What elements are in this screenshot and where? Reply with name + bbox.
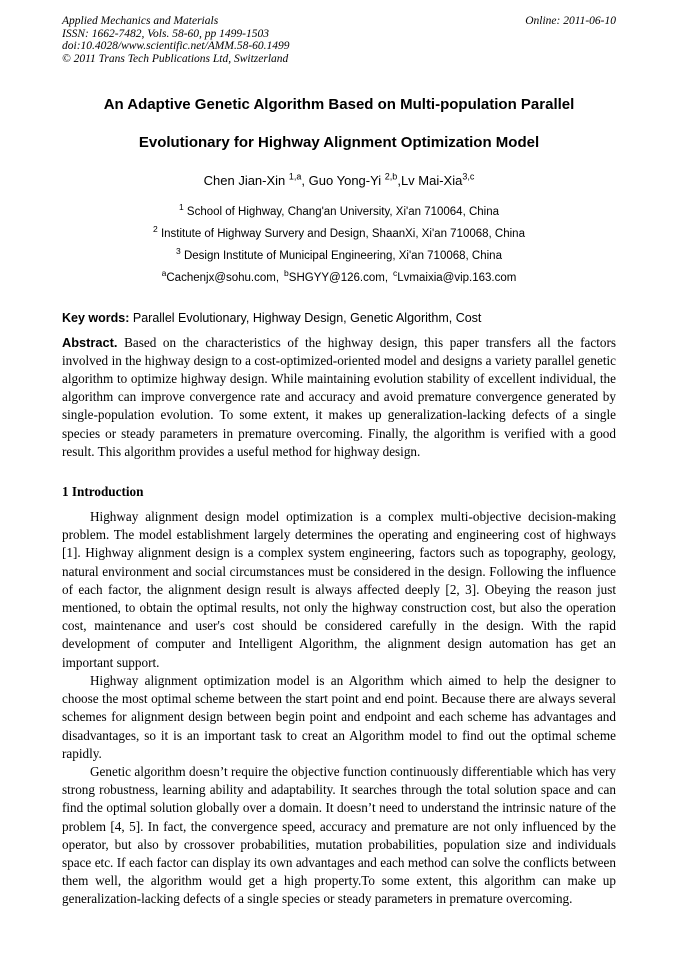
affiliation xyxy=(62,243,616,265)
author-affil-marker: 3,c xyxy=(462,172,475,182)
journal-header xyxy=(62,15,616,65)
author xyxy=(309,173,401,188)
email-marker: c xyxy=(393,267,398,278)
paper-title-line2: Evolutionary for Highway Alignment Optimization Model xyxy=(138,134,540,151)
affiliation xyxy=(62,221,616,243)
paper-title-line1: An Adaptive Genetic Algorithm Based on Multi-population Parallel xyxy=(103,96,575,113)
email-text: SHGYY@126.com, xyxy=(288,271,389,284)
journal-copyright: © 2011 Trans Tech Publications Ltd, Switzerland xyxy=(62,52,289,65)
paragraph: Highway alignment design model optimization is a complex multi-objective decision-making problem. The model establishment largely determines the operating and engineering cost of highways [1]. Highway alignment design is a complex system engineering, factors such as topography, geology, natural environment and social circumstances must be considered in the design. Following the influence of each factor, the alignment design result is always affected deeply [2, 3]. Obeying the reason just mentioned, to obtain the optimal results, not only the highway construction cost, but also the operation cost, maintenance and user's cost should be considered carefully in the design. With the rapid development of computer and Intelligent Algorithm, the alignment design automation has get an important support. xyxy=(62,509,616,670)
email-marker: a xyxy=(161,267,167,278)
journal-issn: ISSN: 1662-7482, Vols. 58-60, pp 1499-1503 xyxy=(62,27,269,40)
affiliation-text: Institute of Highway Survery and Design, ShaanXi, Xi'an 710068, China xyxy=(157,227,525,240)
affiliations xyxy=(62,199,616,264)
affiliation-marker: 2 xyxy=(153,224,158,235)
paragraph: Highway alignment optimization model is an Algorithm which aimed to help the designer to choose the most optimal scheme between the start point and end point. Because there are always several schemes for alignment design between begin point and endpoint and each scheme has advantages and disadvantages, so it is an important task to creat an Algorithm model to find out the optimal scheme rapidly. xyxy=(62,672,616,761)
journal-info xyxy=(62,15,290,65)
affiliation xyxy=(62,199,616,221)
journal-title: Applied Mechanics and Materials xyxy=(62,15,219,27)
author xyxy=(401,173,474,188)
author-name: Lv Mai-Xia xyxy=(400,173,463,189)
introduction-body xyxy=(62,508,616,908)
paper-title xyxy=(62,96,616,151)
affiliation-marker: 3 xyxy=(176,245,181,256)
affiliation-marker: 1 xyxy=(178,202,184,213)
author xyxy=(204,173,309,188)
author-email xyxy=(393,267,517,284)
author-affil-marker: 1,a xyxy=(288,172,302,182)
author-emails xyxy=(62,265,616,287)
affiliation-text: School of Highway, Chang'an University, Xi'an 710064, China xyxy=(183,206,500,219)
journal-doi: doi:10.4028/www.scientific.net/AMM.58-60.1499 xyxy=(62,40,290,52)
author-affil-marker: 2,b xyxy=(384,172,398,182)
keywords-label: Key words: xyxy=(62,310,130,325)
author-separator: , xyxy=(301,173,309,189)
abstract-label: Abstract. xyxy=(62,334,118,350)
paragraph: Genetic algorithm doesn’t require the objective function continuously differentiable which has very strong robustness, learning ability and adaptability. It searches through the total solution space and can find the optimal solution globally over a domain. It doesn’t need to understand the intrinsic nature of the problem [4, 5]. In fact, the convergence speed, accuracy and premature are not only influenced by the operator, but also by crossover probabilities, mutation probabilities, population size and individuals space etc. If each factor can display its own advantages and each method can solve the conflicts between them well, the algorithm would get a high property.To some extent, this algorithm can make up generalization-lacking defects of a single species or steady parameters in premature overcoming. xyxy=(62,763,616,907)
author-email xyxy=(284,267,389,284)
keywords-text: Parallel Evolutionary, Highway Design, Genetic Algorithm, Cost xyxy=(129,310,482,325)
authors-line xyxy=(62,172,616,188)
author-separator: , xyxy=(397,173,401,189)
online-date: Online: 2011-06-10 xyxy=(525,15,616,27)
section-heading-introduction: 1 Introduction xyxy=(62,484,144,500)
email-marker: b xyxy=(284,267,289,278)
email-text: Lvmaixia@vip.163.com xyxy=(397,271,517,284)
author-name: Guo Yong-Yi xyxy=(308,173,385,189)
abstract-text: Based on the characteristics of the highway design, this paper transfers all the factors involved in the highway design to a cost-optimized-oriented model and designs a variety parallel genetic algorithm to optimize highway design. While maintaining evolution stability of excellent individual, the algorithm can improve convergence rate and accuracy and avoid premature convergence generated by single-population evolution. To some extent, it makes up generalization-lacking defects of a single species or steady parameters in premature overcoming. Finally, the algorithm is verified with a good result. This algorithm provides a useful method for highway design. xyxy=(62,334,616,459)
author-name: Chen Jian-Xin xyxy=(203,173,289,189)
affiliation-text: Design Institute of Municipal Engineering, Xi'an 710068, China xyxy=(180,249,502,262)
email-text: Cachenjx@sohu.com, xyxy=(166,271,280,284)
author-email xyxy=(161,267,280,284)
abstract xyxy=(62,334,616,461)
keywords-line xyxy=(62,311,616,325)
